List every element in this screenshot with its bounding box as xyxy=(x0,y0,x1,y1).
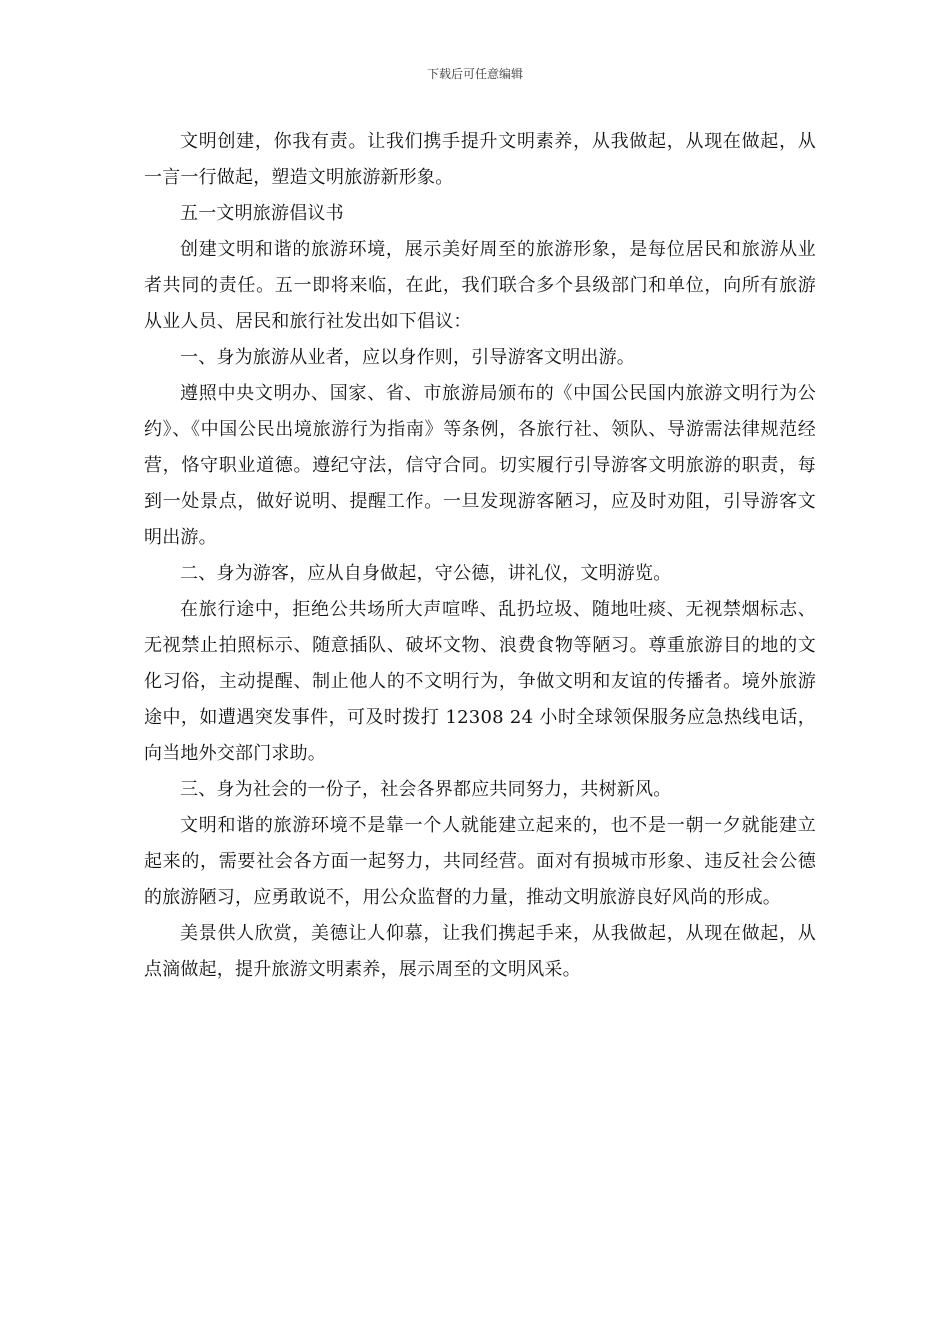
paragraph-intro: 文明创建，你我有责。让我们携手提升文明素养，从我做起，从现在做起，从一言一行做起，塑造文明旅游新形象。 xyxy=(144,131,816,188)
paragraph-closing: 美景供人欣赏，美德让人仰慕，让我们携起手来，从我做起，从现在做起，从点滴做起，提升旅游文明素养，展示周至的文明风采。 xyxy=(144,923,816,980)
section-heading-1: 一、身为旅游从业者，应以身作则，引导游客文明出游。 xyxy=(180,347,635,368)
paragraph-section-1: 遵照中央文明办、国家、省、市旅游局颁布的《中国公民国内旅游文明行为公约》、《中国公民出境旅游行为指南》等条例，各旅行社、领队、导游需法律规范经营，恪守职业道德。遵纪守法，信守合同。切实履行引导游客文明旅游的职责，每到一处景点，做好说明、提醒工作。一旦发现游客陋习，应及时劝阻，引导游客文明出游。 xyxy=(144,383,816,548)
section-heading-2: 二、身为游客，应从自身做起，守公德，讲礼仪，文明游览。 xyxy=(180,563,672,584)
document-body xyxy=(144,124,816,988)
paragraph-section-2: 在旅行途中，拒绝公共场所大声喧哗、乱扔垃圾、随地吐痰、无视禁烟标志、无视禁止拍照标示、随意插队、破坏文物、浪费食物等陋习。尊重旅游目的地的文化习俗，主动提醒、制止他人的不文明行为，争做文明和友谊的传播者。境外旅游途中，如遭遇突发事件，可及时拨打 12308 24 小时全球领保服务应急热线电话，向当地外交部门求助。 xyxy=(144,599,816,764)
page-header: 下载后可任意编辑 xyxy=(426,67,523,81)
document-title: 五一文明旅游倡议书 xyxy=(180,203,344,224)
paragraph-preamble: 创建文明和谐的旅游环境，展示美好周至的旅游形象，是每位居民和旅游从业者共同的责任。五一即将来临，在此，我们联合多个县级部门和单位，向所有旅游从业人员、居民和旅行社发出如下倡议： xyxy=(144,239,816,332)
paragraph-section-3: 文明和谐的旅游环境不是靠一个人就能建立起来的，也不是一朝一夕就能建立起来的，需要社会各方面一起努力，共同经营。面对有损城市形象、违反社会公德的旅游陋习，应勇敢说不，用公众监督的力量，推动文明旅游良好风尚的形成。 xyxy=(144,815,816,908)
section-heading-3: 三、身为社会的一份子，社会各界都应共同努力，共树新风。 xyxy=(180,779,672,800)
